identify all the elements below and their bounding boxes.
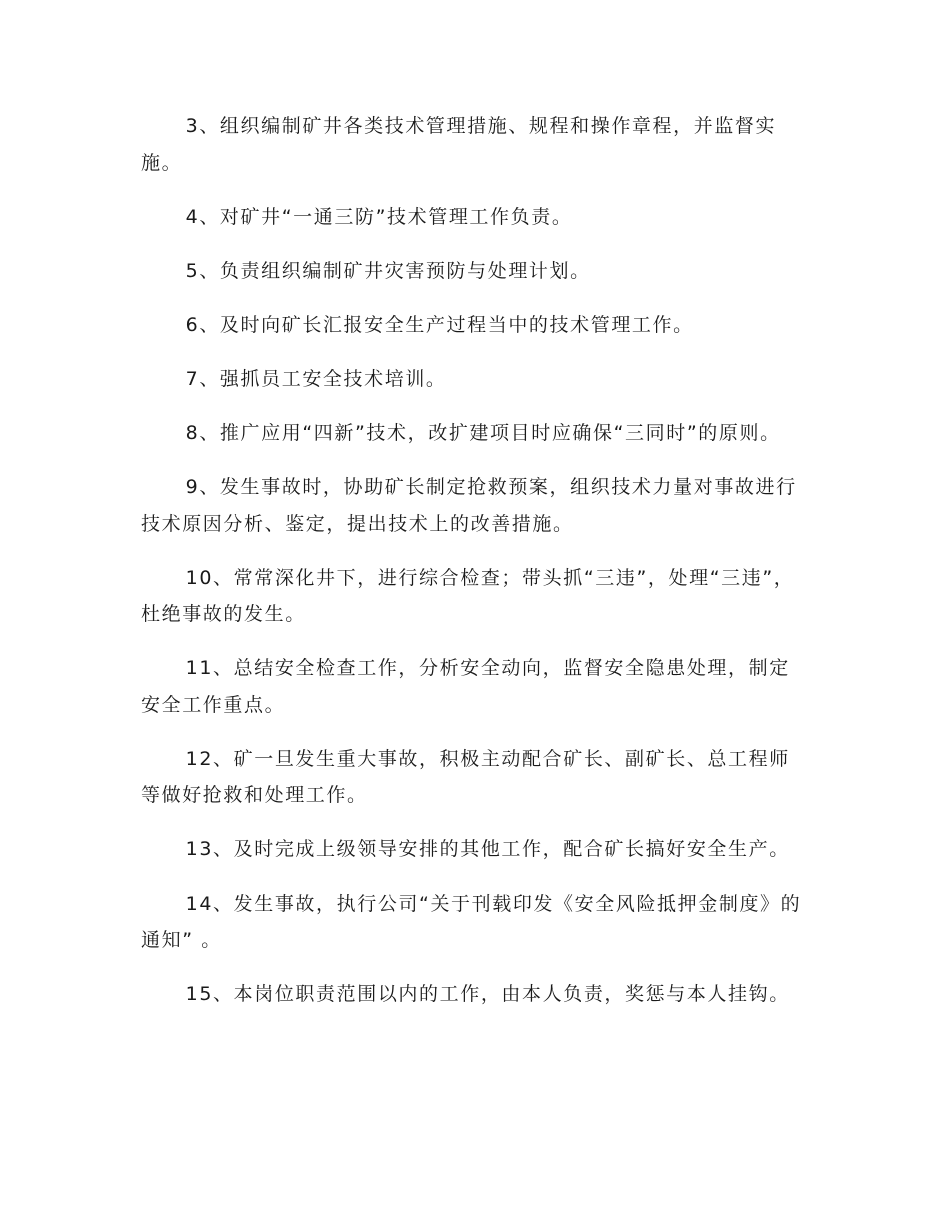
paragraph-item-11: 11、总结安全检查工作，分析安全动向，监督安全隐患处理，制定安全工作重点。: [141, 657, 790, 716]
document-body: [141, 108, 806, 1030]
paragraph-item-15: 15、本岗位职责范围以内的工作，由本人负责，奖惩与本人挂钩。: [185, 983, 790, 1006]
paragraph-item-10: 10、常常深化井下，进行综合检查；带头抓“三违”，处理“三违”，杜绝事故的发生。: [141, 566, 795, 626]
paragraph-item-13: 13、及时完成上级领导安排的其他工作，配合矿长搞好安全生产。: [185, 838, 790, 861]
paragraph-item-14: 14、发生事故，执行公司“关于刊载印发《安全风险抵押金制度》的通知” 。: [141, 892, 802, 952]
paragraph-item-4: 4、对矿井“一通三防”技术管理工作负责。: [185, 205, 573, 228]
paragraph-item-3: 3、组织编制矿井各类技术管理措施、规程和操作章程，并监督实施。: [141, 115, 777, 174]
paragraph-item-5: 5、负责组织编制矿井灾害预防与处理计划。: [185, 259, 591, 282]
paragraph-item-8: 8、推广应用“四新”技术，改扩建项目时应确保“三同时”的原则。: [185, 421, 781, 444]
paragraph-item-12: 12、矿一旦发生重大事故，积极主动配合矿长、副矿长、总工程师等做好抢救和处理工作。: [141, 747, 790, 807]
paragraph-item-7: 7、强抓员工安全技术培训。: [185, 367, 447, 390]
paragraph-item-6: 6、及时向矿长汇报安全生产过程当中的技术管理工作。: [185, 313, 694, 336]
paragraph-item-9: 9、发生事故时，协助矿长制定抢救预案，组织技术力量对事故进行技术原因分析、鉴定，提出技术上的改善措施。: [141, 476, 797, 535]
